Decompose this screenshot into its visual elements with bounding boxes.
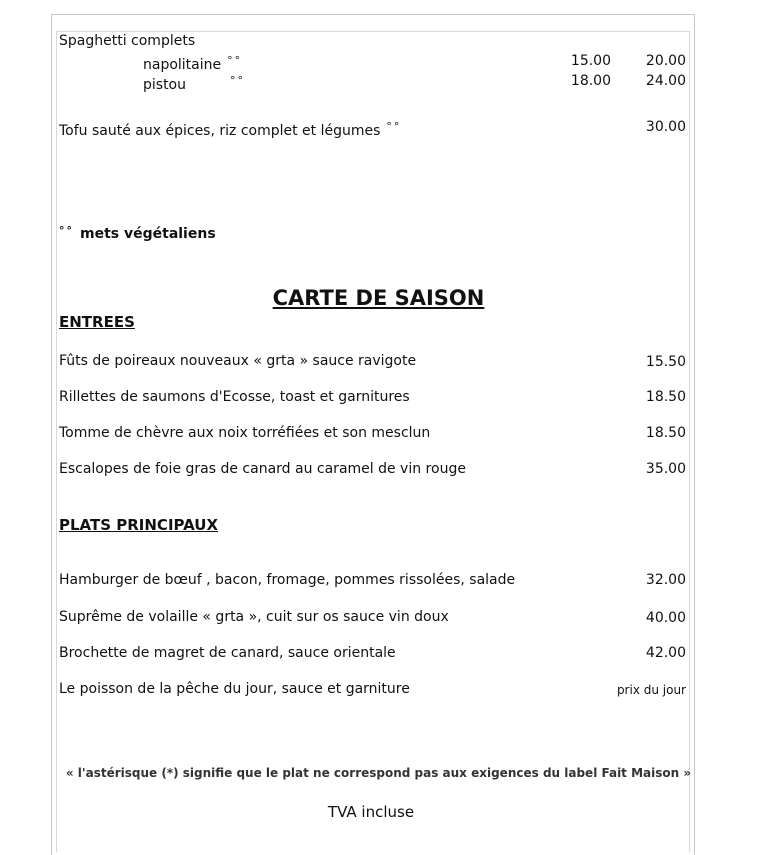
season-menu-title: CARTE DE SAISON (272, 286, 485, 310)
main-item-price: prix du jour (616, 683, 686, 697)
main-item-name: Suprême de volaille « grta », cuit sur os sauce vin doux (59, 609, 449, 625)
vegan-legend (59, 222, 216, 243)
main-item-name: Le poisson de la pêche du jour, sauce et garniture (59, 681, 410, 697)
pasta-item-pistou (143, 72, 245, 94)
vegan-marker: °° (386, 120, 402, 133)
main-item-price: 42.00 (645, 645, 686, 661)
main-item-name: Hamburger de bœuf , bacon, fromage, pommes rissolées, salade (59, 572, 516, 588)
entree-item-name: Fûts de poireaux nouveaux « grta » sauce ravigote (59, 353, 417, 369)
pasta-item-price-large: 20.00 (645, 53, 686, 69)
main-item-name: Brochette de magret de canard, sauce orientale (59, 645, 396, 661)
tofu-item-name: Tofu sauté aux épices, riz complet et légumes (59, 123, 381, 139)
pasta-item-name: napolitaine (143, 57, 222, 73)
vegan-marker: °° (227, 54, 243, 67)
vegan-marker: °° (230, 74, 245, 87)
entrees-heading: ENTREES (59, 313, 135, 331)
pasta-heading: Spaghetti complets (59, 33, 196, 49)
entree-item-price: 18.50 (645, 389, 686, 405)
entree-item-price: 35.00 (645, 461, 686, 477)
pasta-item-price-large: 24.00 (645, 73, 686, 89)
mains-heading: PLATS PRINCIPAUX (59, 516, 219, 534)
pasta-item-name: pistou (143, 77, 186, 93)
entree-item-name: Escalopes de foie gras de canard au caramel de vin rouge (59, 461, 466, 477)
tofu-item (59, 118, 401, 140)
tva-note: TVA incluse (327, 803, 415, 821)
pasta-item-napolitaine (143, 52, 242, 74)
entree-item-price: 18.50 (645, 425, 686, 441)
fait-maison-footnote: « l'astérisque (*) signifie que le plat ne correspond pas aux exigences du label Fait Maison » (65, 766, 692, 780)
main-item-price: 32.00 (645, 572, 686, 588)
vegan-legend-text: mets végétaliens (80, 226, 216, 242)
entree-item-price: 15.50 (645, 354, 686, 370)
entree-item-name: Rillettes de saumons d'Ecosse, toast et garnitures (59, 389, 410, 405)
main-item-price: 40.00 (645, 610, 686, 626)
pasta-item-price-small: 15.00 (570, 53, 611, 69)
tofu-item-price: 30.00 (645, 119, 686, 135)
pasta-item-price-small: 18.00 (570, 73, 611, 89)
entree-item-name: Tomme de chèvre aux noix torréfiées et son mesclun (59, 425, 431, 441)
vegan-marker: °° (59, 224, 74, 237)
